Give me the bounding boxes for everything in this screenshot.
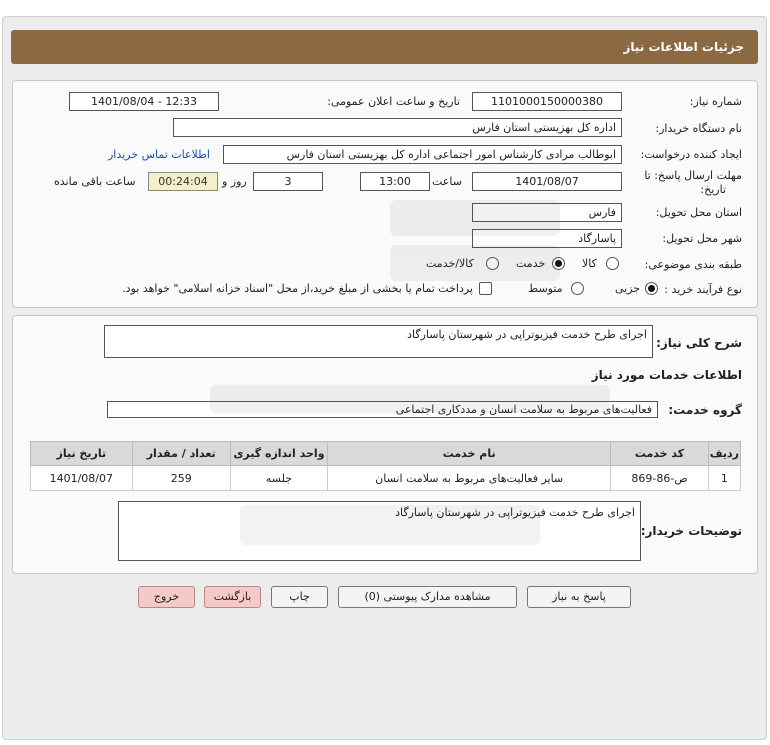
process-option-minor: جزیی xyxy=(615,282,641,295)
need-number-label: شماره نیاز: xyxy=(689,95,742,108)
process-option-medium: متوسط xyxy=(528,282,563,295)
table-row[interactable] xyxy=(31,466,741,491)
services-table xyxy=(30,441,741,491)
cell-unit: جلسه xyxy=(230,466,327,491)
contact-buyer-link[interactable]: اطلاعات تماس خریدار xyxy=(108,148,210,161)
category-option-goods: کالا xyxy=(582,257,597,270)
table-header-row xyxy=(31,442,741,466)
category-radio-goods-service[interactable] xyxy=(486,257,499,270)
view-attachments-button[interactable]: مشاهده مدارک پیوستی (0) xyxy=(338,586,517,608)
cell-service-code: ص-86-869 xyxy=(611,466,709,491)
remaining-time-label: ساعت باقی مانده xyxy=(54,175,136,188)
announce-date-field[interactable]: 1401/08/04 - 12:33 xyxy=(69,92,219,111)
cell-quantity: 259 xyxy=(132,466,230,491)
city-field[interactable]: پاسارگاد xyxy=(472,229,622,248)
buyer-notes-field: اجرای طرح خدمت فیزیوتراپی در شهرستان پاسارگاد xyxy=(118,501,641,561)
service-group-label: گروه خدمت: xyxy=(668,403,742,417)
deadline-date-field[interactable]: 1401/08/07 xyxy=(472,172,622,191)
deadline-time-field[interactable]: 13:00 xyxy=(360,172,430,191)
category-option-goods-service: کالا/خدمت xyxy=(426,257,474,270)
cell-service-name: سایر فعالیت‌های مربوط به سلامت انسان xyxy=(328,466,611,491)
treasury-payment-note: پرداخت تمام یا بخشی از مبلغ خرید،از محل "اسناد خزانه اسلامی" خواهد بود. xyxy=(122,282,473,295)
process-radio-minor[interactable] xyxy=(645,282,658,295)
days-label: روز و xyxy=(222,175,247,188)
category-radio-service[interactable] xyxy=(552,257,565,270)
need-number-field[interactable]: 1101000150000380 xyxy=(472,92,622,111)
cell-row-number: 1 xyxy=(708,466,740,491)
category-label: طبقه بندی موضوعی: xyxy=(644,258,742,271)
category-option-service: خدمت xyxy=(516,257,546,270)
days-field[interactable]: 3 xyxy=(253,172,323,191)
cell-need-date: 1401/08/07 xyxy=(31,466,133,491)
province-field[interactable]: فارس xyxy=(472,203,622,222)
print-button[interactable]: چاپ xyxy=(271,586,328,608)
col-service-code: کد خدمت xyxy=(611,442,709,466)
city-label: شهر محل تحویل: xyxy=(662,232,742,245)
col-service-name: نام خدمت xyxy=(328,442,611,466)
process-radio-medium[interactable] xyxy=(571,282,584,295)
deadline-label: مهلت ارسال پاسخ: تا xyxy=(644,169,742,182)
services-heading: اطلاعات خدمات مورد نیاز xyxy=(591,368,742,382)
process-type-label: نوع فرآیند خرید : xyxy=(664,283,742,296)
title-bar xyxy=(11,30,758,64)
exit-button[interactable]: خروج xyxy=(138,586,195,608)
col-row-number: ردیف xyxy=(708,442,740,466)
requester-label: ایجاد کننده درخواست: xyxy=(640,148,742,161)
category-radio-goods[interactable] xyxy=(606,257,619,270)
back-button[interactable]: بازگشت xyxy=(204,586,261,608)
requester-field[interactable]: ابوطالب مرادی کارشناس امور اجتماعی اداره کل بهزیستی استان فارس xyxy=(223,145,622,164)
remaining-time-field: 00:24:04 xyxy=(148,172,218,191)
respond-button[interactable]: پاسخ به نیاز xyxy=(527,586,631,608)
summary-label: شرح کلی نیاز: xyxy=(656,336,742,350)
buyer-notes-label: توضیحات خریدار: xyxy=(640,524,742,538)
col-quantity: تعداد / مقدار xyxy=(132,442,230,466)
treasury-payment-checkbox[interactable] xyxy=(479,282,492,295)
general-info-panel xyxy=(12,80,758,308)
deadline-date-sublabel: تاریخ: xyxy=(700,183,726,196)
col-unit: واحد اندازه گیری xyxy=(230,442,327,466)
service-group-field: فعالیت‌های مربوط به سلامت انسان و مددکاری اجتماعی xyxy=(107,401,658,418)
buyer-org-field[interactable]: اداره کل بهزیستی استان فارس xyxy=(173,118,622,137)
time-label: ساعت xyxy=(432,175,462,188)
page-title: جزئیات اطلاعات نیاز xyxy=(623,40,744,54)
buyer-org-label: نام دستگاه خریدار: xyxy=(655,122,742,135)
announce-date-label: تاریخ و ساعت اعلان عمومی: xyxy=(327,95,460,108)
summary-field: اجرای طرح خدمت فیزیوتراپی در شهرستان پاسارگاد xyxy=(104,325,653,358)
col-need-date: تاریخ نیاز xyxy=(31,442,133,466)
province-label: استان محل تحویل: xyxy=(655,206,742,219)
